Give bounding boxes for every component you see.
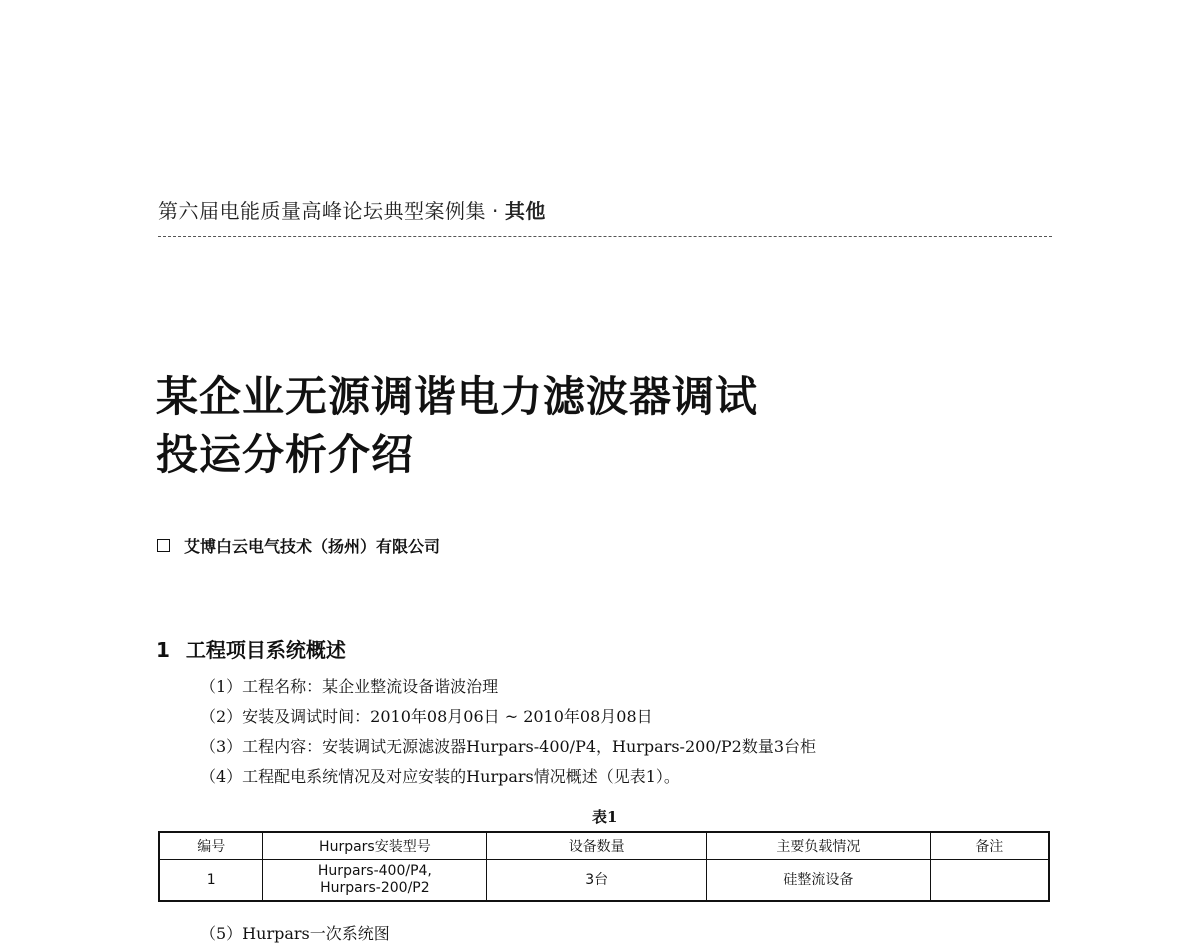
list-item: （2）安装及调试时间：2010年08月06日 ~ 2010年08月08日	[200, 707, 653, 726]
author-line	[157, 534, 440, 557]
list-item: （1）工程名称：某企业整流设备谐波治理	[200, 677, 499, 696]
column-header-quantity: 设备数量	[487, 832, 707, 860]
article-title	[156, 368, 758, 484]
section-title: 工程项目系统概述	[185, 638, 346, 662]
column-header-id: 编号	[159, 832, 263, 860]
column-header-model: Hurpars安装型号	[263, 832, 487, 860]
table-row	[159, 860, 1049, 902]
list-item: （4）工程配电系统情况及对应安装的Hurpars情况概述（见表1）。	[200, 767, 680, 786]
section-heading	[156, 634, 346, 663]
item-list	[200, 672, 816, 792]
list-item: （3）工程内容：安装调试无源滤波器Hurpars-400/P4，Hurpars-200/P2数量3台柜	[200, 737, 817, 756]
list-item-5: （5）Hurpars一次系统图	[200, 924, 390, 943]
header-separator: ·	[492, 199, 499, 223]
column-header-note: 备注	[930, 832, 1049, 860]
running-header	[158, 195, 546, 224]
title-line-1: 某企业无源调谐电力滤波器调试	[156, 372, 759, 421]
title-line-2: 投运分析介绍	[156, 430, 415, 479]
cell-load: 硅整流设备	[707, 860, 931, 902]
section-number: 1	[156, 638, 170, 662]
column-header-load: 主要负载情况	[707, 832, 931, 860]
equipment-table	[158, 831, 1050, 902]
table-header-row	[159, 832, 1049, 860]
square-bullet-icon	[157, 539, 170, 552]
table-caption: 表1	[592, 808, 618, 826]
header-section-name: 其他	[504, 199, 546, 223]
author-affiliation: 艾博白云电气技术（扬州）有限公司	[184, 537, 441, 556]
header-divider	[158, 236, 1052, 237]
header-series-title: 第六届电能质量高峰论坛典型案例集	[158, 199, 486, 223]
cell-model	[263, 860, 487, 902]
cell-note	[930, 860, 1049, 902]
cell-id: 1	[159, 860, 263, 902]
model-line-1: Hurpars-400/P4,	[317, 863, 432, 879]
cell-quantity: 3台	[487, 860, 707, 902]
model-line-2: Hurpars-200/P2	[320, 880, 430, 896]
